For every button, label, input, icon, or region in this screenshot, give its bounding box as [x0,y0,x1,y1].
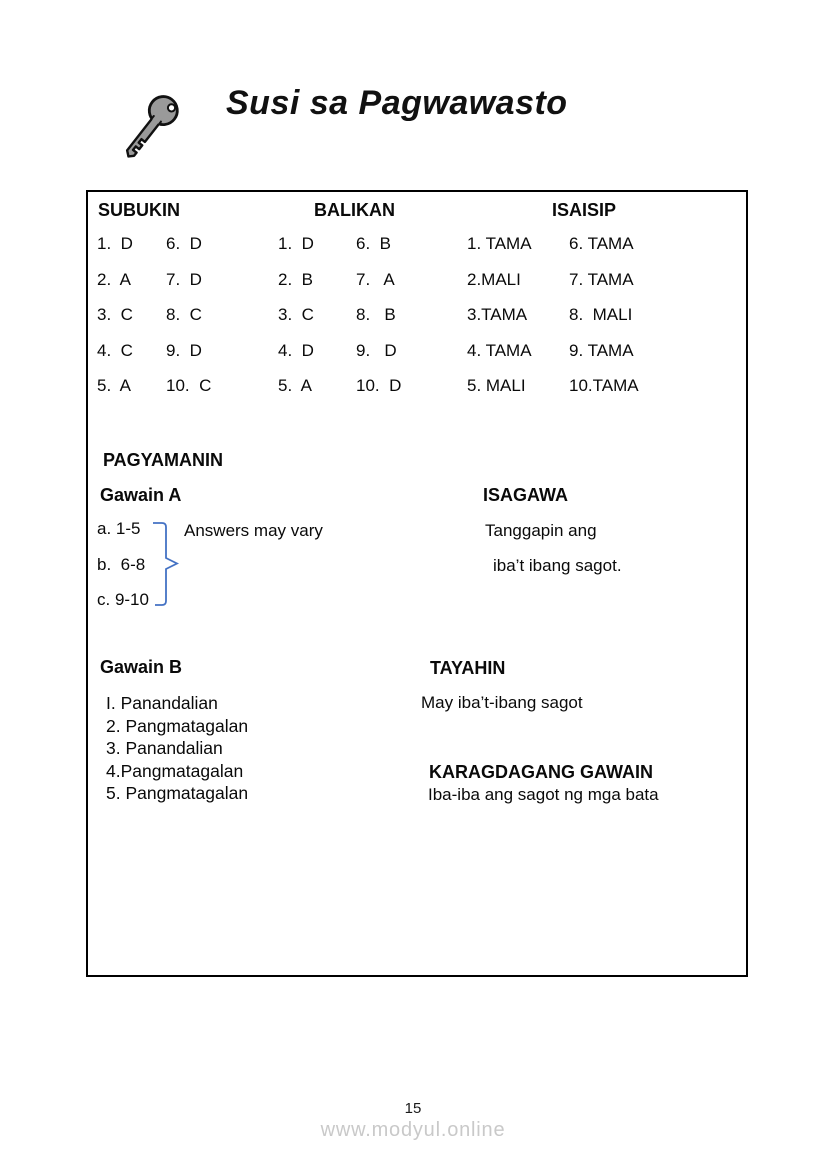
answer-cell: 5. A [278,376,313,395]
page-title: Susi sa Pagwawasto [226,84,568,122]
key-icon [110,76,190,176]
tayahin-line1: May iba’t-ibang sagot [421,693,583,712]
answer-cell: 1. D [97,234,133,253]
group-brace-icon [150,521,180,607]
gawain-b-list [106,692,248,805]
answer-cell: 8. C [166,305,202,324]
isagawa-heading: ISAGAWA [483,485,569,505]
tayahin-heading: TAYAHIN [430,658,506,678]
pagyamanin-heading: PAGYAMANIN [103,450,224,470]
answer-cell: 8. B [356,305,396,324]
answer-cell: 6. TAMA [569,234,634,253]
section-header-subukin: SUBUKIN [98,200,181,220]
answer-cell: 7. D [166,269,202,289]
answer-cell: 7. TAMA [569,269,634,289]
balikan-column-1 [278,234,314,412]
answer-cell: 1. D [278,234,314,253]
list-item: I. Panandalian [106,693,218,713]
list-item: b. 6-8 [97,554,146,574]
answer-cell: 6. D [166,234,202,253]
list-item: 5. Pangmatagalan [106,783,249,803]
answer-cell: 6. B [356,234,391,253]
list-item: 2. Pangmatagalan [106,715,249,736]
answer-cell: 4. TAMA [467,340,532,360]
answer-cell: 1. TAMA [467,234,532,253]
watermark: www.modyul.online [320,1119,506,1141]
gawain-a-note: Answers may vary [184,521,323,540]
isaisip-column-2 [569,234,639,412]
isagawa-line1: Tanggapin ang [485,521,597,540]
karagdagang-gawain-heading: KARAGDAGANG GAWAIN [429,762,653,782]
answer-cell: 4. D [278,340,314,360]
answer-cell: 10.TAMA [569,376,639,395]
answer-cell: 2. A [97,269,132,289]
answer-cell: 3. C [278,305,314,324]
list-item: 4.Pangmatagalan [106,760,244,781]
section-header-balikan: BALIKAN [314,200,395,220]
answer-cell: 8. MALI [569,305,633,324]
gawain-a-list [97,519,149,626]
answer-cell: 5. MALI [467,376,526,395]
balikan-column-2 [356,234,401,412]
subukin-column-1 [97,234,133,412]
list-item: a. 1-5 [97,519,141,538]
answer-cell: 9. D [166,340,202,360]
isaisip-column-1 [467,234,532,412]
answer-cell: 9. D [356,340,397,360]
list-item: c. 9-10 [97,590,149,609]
answer-cell: 7. A [356,269,395,289]
answer-cell: 9. TAMA [569,340,634,360]
list-item: 3. Panandalian [106,738,223,758]
answer-cell: 2.MALI [467,269,521,289]
section-header-isaisip: ISAISIP [552,200,617,220]
answer-cell: 5. A [97,376,132,395]
answer-cell: 3. C [97,305,133,324]
answer-cell: 10. C [166,376,212,395]
answer-cell: 3.TAMA [467,305,528,324]
answer-cell: 4. C [97,340,133,360]
karagdagang-gawain-line1: Iba-iba ang sagot ng mga bata [428,785,659,804]
gawain-b-heading: Gawain B [100,657,183,677]
gawain-a-heading: Gawain A [100,485,182,505]
page-number: 15 [404,1100,422,1117]
subukin-column-2 [166,234,211,412]
answer-cell: 2. B [278,269,313,289]
answer-key-box [86,190,748,977]
isagawa-line2: iba’t ibang sagot. [493,556,622,575]
answer-cell: 10. D [356,376,402,395]
